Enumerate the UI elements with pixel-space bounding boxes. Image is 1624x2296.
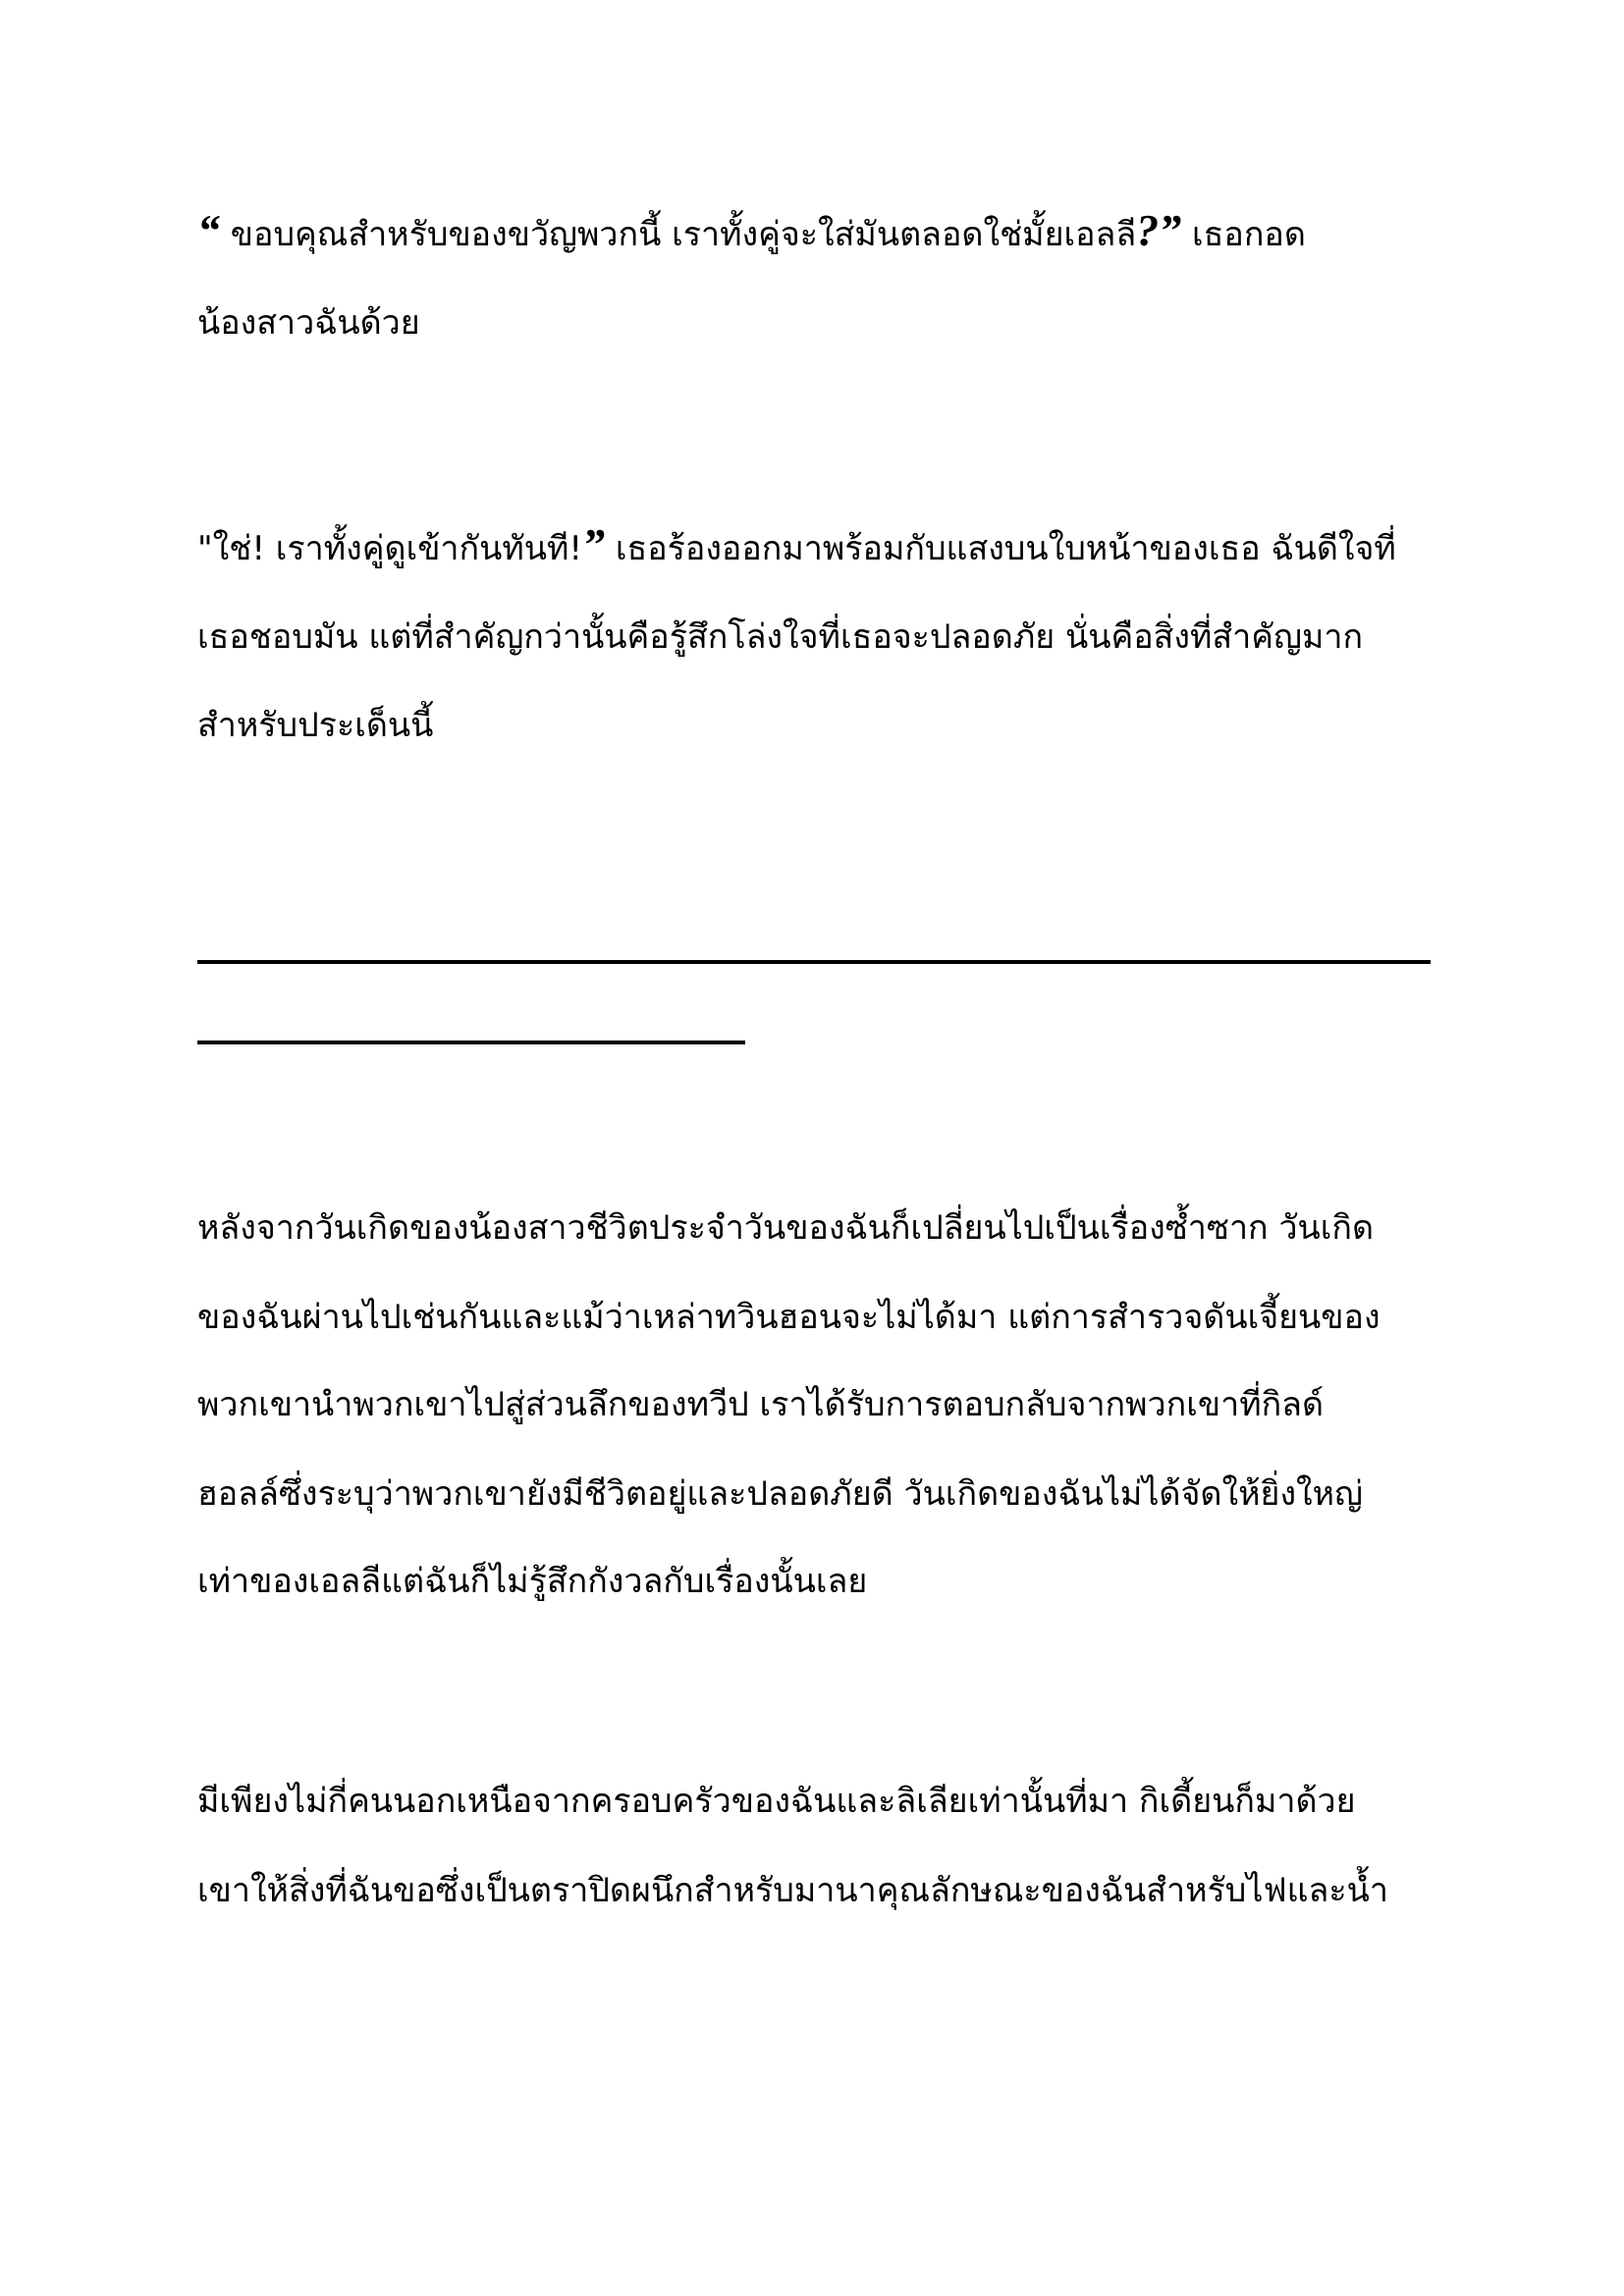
paragraph-4-line-2	[197, 1869, 1388, 1912]
paragraph-1-line-1	[197, 205, 1306, 256]
line-text-after: เธอกอด	[1181, 215, 1306, 254]
line-text: หลังจากวันเกิดของน้องสาวชีวิตประจำวันของฉันก็เปลี่ยนไปเป็นเรื่องซ้ำซาก วันเกิด	[197, 1208, 1375, 1248]
line-text: มีเพียงไม่กี่คนนอกเหนือจากครอบครัวของฉันและลิเลียเท่านั้นที่มา กิเดี้ยนก็มาด้วย	[197, 1782, 1356, 1821]
line-text: ของฉันผ่านไปเช่นกันและแม้ว่าเหล่าทวินฮอนจะไม่ได้มา แต่การสำรวจดันเจี้ยนของ	[197, 1298, 1380, 1337]
line-text: ฮอลล์ซึ่งระบุว่าพวกเขายังมีชีวิตอยู่และปลอดภัยดี วันเกิดของฉันไม่ได้จัดให้ยิ่งใหญ่	[197, 1474, 1364, 1514]
line-text: เขาให้สิ่งที่ฉันขอซึ่งเป็นตราปิดผนึกสำหรับมานาคุณลักษณะของฉันสำหรับไฟและน้ำ	[197, 1871, 1388, 1910]
line-text: น้องสาวฉันด้วย	[197, 303, 420, 343]
line-text: เธอชอบมัน แต่ที่สำคัญกว่านั้นคือรู้สึกโล่งใจที่เธอจะปลอดภัย นั่นคือสิ่งที่สำคัญมาก	[197, 617, 1364, 657]
paragraph-2-line-3	[197, 704, 433, 747]
paragraph-3-line-3	[197, 1383, 1324, 1426]
paragraph-3-line-5	[197, 1560, 867, 1603]
line-text: พวกเขานำพวกเขาไปสู่ส่วนลึกของทวีป เราได้รับการตอบกลับจากพวกเขาที่กิลด์	[197, 1385, 1325, 1424]
horizontal-rule-long	[197, 960, 1431, 964]
paragraph-3-line-1	[197, 1206, 1374, 1250]
close-quote-mark: ?”	[1136, 205, 1182, 255]
line-text: เท่าของเอลลีแต่ฉันก็ไม่รู้สึกกังวลกับเรื่องนั้นเลย	[197, 1562, 868, 1601]
line-text-after: เธอร้องออกมาพร้อมกับแสงบนใบหน้าของเธอ ฉันดีใจที่	[605, 529, 1396, 568]
line-text: "ใช่! เราทั้งคู่ดูเข้ากันทันที!	[197, 529, 583, 568]
paragraph-2-line-2	[197, 615, 1363, 659]
open-quote-mark: “	[197, 205, 220, 255]
paragraph-3-line-2	[197, 1296, 1380, 1339]
paragraph-2-line-1	[197, 519, 1396, 570]
paragraph-4-line-1	[197, 1780, 1356, 1823]
paragraph-3-line-4	[197, 1472, 1363, 1516]
horizontal-rule-short	[197, 1041, 745, 1044]
line-text: ขอบคุณสำหรับของขวัญพวกนี้ เราทั้งคู่จะใส่มันตลอดใช่มั้ยเอลลี	[220, 215, 1137, 254]
paragraph-1-line-2	[197, 301, 420, 345]
close-quote-mark: ”	[582, 519, 606, 569]
line-text: สำหรับประเด็นนี้	[197, 706, 434, 745]
